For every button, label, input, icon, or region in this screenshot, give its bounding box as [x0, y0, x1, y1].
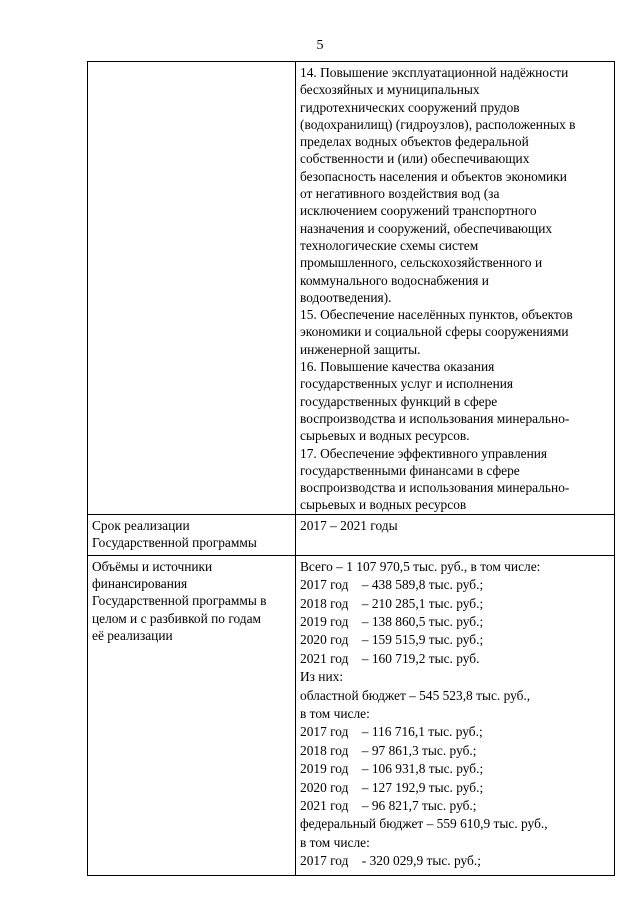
table-row-tasks: [88, 62, 615, 515]
funding-line: в том числе:: [300, 705, 370, 721]
term-value-cell: [296, 514, 615, 555]
funding-line: 2018 год – 210 285,1 тыс. руб.;: [300, 595, 484, 611]
task-14: 14. Повышение эксплуатационной надёжности бесхозяйных и муниципальных гидротехнических сооружений прудов (водохранилищ) (гидроузлов), расположенных в пределах водных объектов федеральной собственности и (или) обеспечивающих безопасность населения и объектов экономики от негативного воздействия вод (за исключением сооружений транспортного назначения и сооружений, обеспечивающих технологические схемы систем промышленного, сельскохозяйственного и коммунального водоснабжения и водоотведения).: [300, 65, 576, 305]
funding-line: Из них:: [300, 669, 344, 685]
funding-line: 2017 год – 438 589,8 тыс. руб.;: [300, 577, 484, 593]
term-label-cell: [88, 514, 296, 555]
funding-label: Объёмы и источники финансирования Государственной программы в целом и с разбивкой по годам её реализации: [92, 558, 267, 643]
funding-value-cell: [296, 555, 615, 875]
funding-line: федеральный бюджет – 559 610,9 тыс. руб.,: [300, 816, 548, 832]
funding-line: областной бюджет – 545 523,8 тыс. руб.,: [300, 687, 531, 703]
funding-line: Всего – 1 107 970,5 тыс. руб., в том числе:: [300, 558, 541, 574]
funding-line: 2020 год – 127 192,9 тыс. руб.;: [300, 779, 484, 795]
funding-line: 2019 год – 138 860,5 тыс. руб.;: [300, 613, 484, 629]
table-row-funding: [88, 555, 615, 875]
task-15: 15. Обеспечение населённых пунктов, объектов экономики и социальной сферы сооружениями инженерной защиты.: [300, 307, 573, 357]
page-number: 5: [316, 38, 324, 53]
funding-line: 2021 год – 96 821,7 тыс. руб.;: [300, 798, 477, 813]
funding-label-cell: [88, 555, 296, 875]
tasks-cell: [296, 62, 615, 515]
funding-line: 2021 год – 160 719,2 тыс. руб.: [300, 650, 480, 666]
tasks-label-cell: [88, 62, 296, 515]
table-row-term: [88, 514, 615, 555]
funding-line: 2019 год – 106 931,8 тыс. руб.;: [300, 761, 484, 777]
task-17: 17. Обеспечение эффективного управления государственными финансами в сфере воспроизводства и использования минерально- сырьевых и водных ресурсов: [300, 445, 570, 513]
program-passport-table: [87, 61, 615, 876]
funding-line: 2017 год - 320 029,9 тыс. руб.;: [300, 853, 481, 869]
funding-line: 2020 год – 159 515,9 тыс. руб.;: [300, 632, 484, 648]
task-16: 16. Повышение качества оказания государственных услуг и исполнения государственных функций в сфере воспроизводства и использования минерально- сырьевых и водных ресурсов.: [300, 359, 570, 444]
term-label: Срок реализации Государственной программы: [92, 517, 257, 551]
funding-line: в том числе:: [300, 834, 370, 850]
funding-line: 2017 год – 116 716,1 тыс. руб.;: [300, 724, 483, 740]
term-value: 2017 – 2021 годы: [300, 517, 398, 533]
funding-line: 2018 год – 97 861,3 тыс. руб.;: [300, 742, 477, 758]
